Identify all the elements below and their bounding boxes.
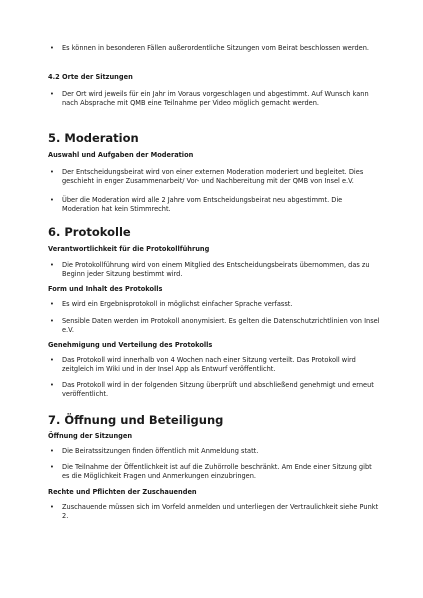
list-item xyxy=(50,196,380,214)
list-item xyxy=(50,44,380,53)
bullet-mark: • xyxy=(50,261,54,269)
list-item xyxy=(50,381,380,399)
bullet-mark: • xyxy=(50,196,54,204)
bullet-mark: • xyxy=(50,300,54,308)
list-item-text: Das Protokoll wird in der folgenden Sitzung überprüft und abschließend genehmigt und erneut veröffentlicht. xyxy=(62,381,374,398)
list-item xyxy=(50,90,380,108)
section-5-subheading: Auswahl und Aufgaben der Moderation xyxy=(48,151,194,159)
bullet-mark: • xyxy=(50,447,54,455)
section-7-subheading-2: Rechte und Pflichten der Zuschauenden xyxy=(48,488,197,496)
section-7-subheading-1: Öffnung der Sitzungen xyxy=(48,432,133,440)
list-item-text: Der Entscheidungsbeirat wird von einer externen Moderation moderiert und begleitet. Dies geschieht in enger Zusammenarbeit/ Vor- und Nachbereitung mit der QMB von Insel e.V. xyxy=(62,168,364,185)
list-item-text: Die Beiratssitzungen finden öffentlich mit Anmeldung statt. xyxy=(62,447,259,455)
bullet-mark: • xyxy=(50,44,54,52)
list-item-text: Das Protokoll wird innerhalb von 4 Wochen nach einer Sitzung verteilt. Das Protokoll wird zeitgleich im Wiki und in der Insel App als Entwurf veröffentlicht. xyxy=(62,356,356,373)
bullet-mark: • xyxy=(50,503,54,511)
list-item-text: Über die Moderation wird alle 2 Jahre vom Entscheidungsbeirat neu abgestimmt. Die Moderation hat kein Stimmrecht. xyxy=(62,196,343,213)
section-7-heading: 7. Öffnung und Beteiligung xyxy=(48,413,224,427)
section-5-heading: 5. Moderation xyxy=(48,131,139,145)
section-4-2-heading: 4.2 Orte der Sitzungen xyxy=(48,73,133,81)
bullet-mark: • xyxy=(50,463,54,471)
list-item xyxy=(50,261,380,279)
list-item-text: Sensible Daten werden im Protokoll anonymisiert. Es gelten die Datenschutzrichtlinien von Insel e.V. xyxy=(62,317,380,334)
section-6-subheading-1: Verantwortlichkeit für die Protokollführung xyxy=(48,245,210,253)
list-item xyxy=(50,356,380,374)
list-item xyxy=(50,503,380,521)
bullet-mark: • xyxy=(50,381,54,389)
list-item-text: Es wird ein Ergebnisprotokoll in möglichst einfacher Sprache verfasst. xyxy=(62,300,293,308)
section-6-subheading-2: Form und Inhalt des Protokolls xyxy=(48,285,163,293)
list-item-text: Die Teilnahme der Öffentlichkeit ist auf die Zuhörrolle beschränkt. Am Ende einer Sitzung gibt es die Möglichkeit Fragen und Anmerkungen einzubringen. xyxy=(62,463,372,480)
list-item xyxy=(50,300,380,309)
section-6-heading: 6. Protokolle xyxy=(48,225,131,239)
list-item xyxy=(50,168,380,186)
list-item xyxy=(50,447,380,456)
section-6-subheading-3: Genehmigung und Verteilung des Protokolls xyxy=(48,341,213,349)
list-item-text: Zuschauende müssen sich im Vorfeld anmelden und unterliegen der Vertraulichkeit siehe Punkt 2. xyxy=(62,503,379,520)
list-item xyxy=(50,317,380,335)
bullet-mark: • xyxy=(50,90,54,98)
bullet-mark: • xyxy=(50,168,54,176)
list-item-text: Die Protokollführung wird von einem Mitglied des Entscheidungsbeirats übernommen, das zu Beginn jeder Sitzung bestimmt wird. xyxy=(62,261,370,278)
list-item xyxy=(50,463,380,481)
list-item-text: Der Ort wird jeweils für ein Jahr im Voraus vorgeschlagen und abgestimmt. Auf Wunsch kann nach Absprache mit QMB eine Teilnahme per Video möglich gemacht werden. xyxy=(62,90,369,107)
bullet-mark: • xyxy=(50,317,54,325)
bullet-mark: • xyxy=(50,356,54,364)
list-item-text: Es können in besonderen Fällen außerordentliche Sitzungen vom Beirat beschlossen werden. xyxy=(62,44,369,52)
